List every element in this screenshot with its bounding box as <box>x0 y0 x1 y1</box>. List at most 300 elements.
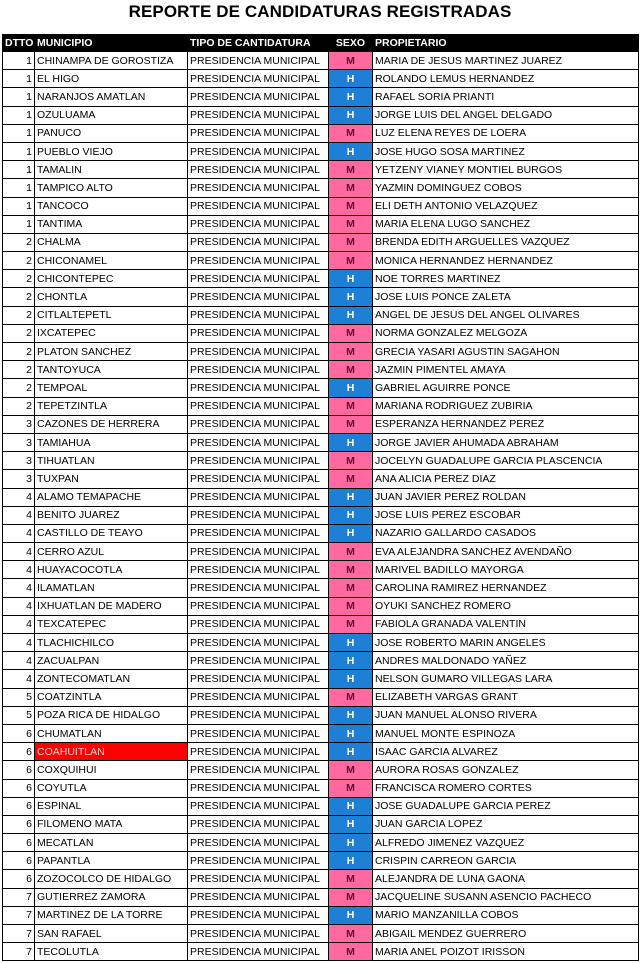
propietario-cell: CRISPIN CARREON GARCIA <box>373 852 639 870</box>
propietario-cell: JACQUELINE SUSANN ASENCIO PACHECO <box>373 888 639 906</box>
municipio-cell: TEMPOAL <box>35 379 188 397</box>
tipo-cell: PRESIDENCIA MUNICIPAL <box>188 561 329 579</box>
tipo-cell: PRESIDENCIA MUNICIPAL <box>188 797 329 815</box>
propietario-cell: OYUKI SANCHEZ ROMERO <box>373 597 639 615</box>
table-row <box>3 615 639 633</box>
sexo-badge: M <box>329 179 373 197</box>
table-row <box>3 324 639 342</box>
propietario-cell: MONICA HERNANDEZ HERNANDEZ <box>373 252 639 270</box>
propietario-cell: JOSE LUIS PEREZ ESCOBAR <box>373 506 639 524</box>
municipio-cell: PLATON SANCHEZ <box>35 343 188 361</box>
dtto-cell: 2 <box>3 379 35 397</box>
tipo-cell: PRESIDENCIA MUNICIPAL <box>188 433 329 451</box>
propietario-cell: MARIO MANZANILLA COBOS <box>373 906 639 924</box>
tipo-cell: PRESIDENCIA MUNICIPAL <box>188 724 329 742</box>
sexo-badge: H <box>329 270 373 288</box>
propietario-cell: BRENDA EDITH ARGUELLES VAZQUEZ <box>373 233 639 251</box>
tipo-cell: PRESIDENCIA MUNICIPAL <box>188 488 329 506</box>
tipo-cell: PRESIDENCIA MUNICIPAL <box>188 870 329 888</box>
dtto-cell: 5 <box>3 706 35 724</box>
municipio-cell: PAPANTLA <box>35 852 188 870</box>
tipo-cell: PRESIDENCIA MUNICIPAL <box>188 506 329 524</box>
municipio-cell: ZONTECOMATLAN <box>35 670 188 688</box>
table-row <box>3 688 639 706</box>
dtto-cell: 4 <box>3 670 35 688</box>
propietario-cell: JUAN JAVIER PEREZ ROLDAN <box>373 488 639 506</box>
sexo-badge: M <box>329 470 373 488</box>
propietario-cell: AURORA ROSAS GONZALEZ <box>373 761 639 779</box>
tipo-cell: PRESIDENCIA MUNICIPAL <box>188 233 329 251</box>
table-row <box>3 652 639 670</box>
municipio-cell: ESPINAL <box>35 797 188 815</box>
tipo-cell: PRESIDENCIA MUNICIPAL <box>188 597 329 615</box>
dtto-cell: 4 <box>3 488 35 506</box>
sexo-badge: H <box>329 379 373 397</box>
propietario-cell: NORMA GONZALEZ MELGOZA <box>373 324 639 342</box>
dtto-cell: 4 <box>3 543 35 561</box>
propietario-cell: ELIZABETH VARGAS GRANT <box>373 688 639 706</box>
sexo-badge: M <box>329 343 373 361</box>
dtto-cell: 4 <box>3 579 35 597</box>
propietario-cell: FRANCISCA ROMERO CORTES <box>373 779 639 797</box>
sexo-badge: H <box>329 70 373 88</box>
municipio-cell: IXCATEPEC <box>35 324 188 342</box>
tipo-cell: PRESIDENCIA MUNICIPAL <box>188 943 329 961</box>
table-row <box>3 452 639 470</box>
sexo-badge: H <box>329 524 373 542</box>
sexo-badge: M <box>329 215 373 233</box>
dtto-cell: 2 <box>3 397 35 415</box>
dtto-cell: 1 <box>3 124 35 142</box>
dtto-cell: 4 <box>3 634 35 652</box>
header-sexo: SEXO <box>329 35 373 52</box>
sexo-badge: H <box>329 852 373 870</box>
propietario-cell: ABIGAIL MENDEZ GUERRERO <box>373 925 639 943</box>
sexo-badge: H <box>329 743 373 761</box>
municipio-cell: NARANJOS AMATLAN <box>35 88 188 106</box>
sexo-badge: M <box>329 543 373 561</box>
propietario-cell: YAZMIN DOMINGUEZ COBOS <box>373 179 639 197</box>
table-row <box>3 706 639 724</box>
sexo-badge: M <box>329 252 373 270</box>
table-row <box>3 870 639 888</box>
sexo-badge: M <box>329 943 373 961</box>
municipio-cell: SAN RAFAEL <box>35 925 188 943</box>
table-row <box>3 906 639 924</box>
table-row <box>3 834 639 852</box>
tipo-cell: PRESIDENCIA MUNICIPAL <box>188 288 329 306</box>
table-row <box>3 124 639 142</box>
tipo-cell: PRESIDENCIA MUNICIPAL <box>188 452 329 470</box>
propietario-cell: JUAN MANUEL ALONSO RIVERA <box>373 706 639 724</box>
tipo-cell: PRESIDENCIA MUNICIPAL <box>188 615 329 633</box>
sexo-badge: H <box>329 906 373 924</box>
municipio-cell: IXHUATLAN DE MADERO <box>35 597 188 615</box>
table-row <box>3 743 639 761</box>
table-row <box>3 379 639 397</box>
municipio-cell: TANTOYUCA <box>35 361 188 379</box>
propietario-cell: YETZENY VIANEY MONTIEL BURGOS <box>373 161 639 179</box>
tipo-cell: PRESIDENCIA MUNICIPAL <box>188 197 329 215</box>
table-row <box>3 779 639 797</box>
propietario-cell: JOCELYN GUADALUPE GARCIA PLASCENCIA <box>373 452 639 470</box>
municipio-cell: TUXPAN <box>35 470 188 488</box>
municipio-cell: COYUTLA <box>35 779 188 797</box>
dtto-cell: 4 <box>3 615 35 633</box>
propietario-cell: EVA ALEJANDRA SANCHEZ AVENDAÑO <box>373 543 639 561</box>
table-row <box>3 943 639 961</box>
propietario-cell: NELSON GUMARO VILLEGAS LARA <box>373 670 639 688</box>
municipio-cell: TANTIMA <box>35 215 188 233</box>
tipo-cell: PRESIDENCIA MUNICIPAL <box>188 324 329 342</box>
dtto-cell: 6 <box>3 870 35 888</box>
propietario-cell: ESPERANZA HERNANDEZ PEREZ <box>373 415 639 433</box>
sexo-badge: M <box>329 52 373 70</box>
propietario-cell: GABRIEL AGUIRRE PONCE <box>373 379 639 397</box>
dtto-cell: 1 <box>3 142 35 160</box>
sexo-badge: M <box>329 925 373 943</box>
sexo-badge: M <box>329 615 373 633</box>
table-row <box>3 142 639 160</box>
dtto-cell: 3 <box>3 415 35 433</box>
municipio-cell: ZOZOCOLCO DE HIDALGO <box>35 870 188 888</box>
header-dtto: DTTO <box>3 35 35 52</box>
propietario-cell: MARIVEL BADILLO MAYORGA <box>373 561 639 579</box>
tipo-cell: PRESIDENCIA MUNICIPAL <box>188 670 329 688</box>
sexo-badge: H <box>329 724 373 742</box>
municipio-cell: CHUMATLAN <box>35 724 188 742</box>
municipio-cell: TECOLUTLA <box>35 943 188 961</box>
table-row <box>3 561 639 579</box>
propietario-cell: ANDRES MALDONADO YAÑEZ <box>373 652 639 670</box>
table-row <box>3 797 639 815</box>
sexo-badge: M <box>329 124 373 142</box>
header-municipio: MUNICIPIO <box>35 35 188 52</box>
dtto-cell: 2 <box>3 306 35 324</box>
propietario-cell: CAROLINA RAMIREZ HERNANDEZ <box>373 579 639 597</box>
table-row <box>3 470 639 488</box>
sexo-badge: M <box>329 197 373 215</box>
propietario-cell: RAFAEL SORIA PRIANTI <box>373 88 639 106</box>
dtto-cell: 2 <box>3 270 35 288</box>
sexo-badge: M <box>329 761 373 779</box>
table-row <box>3 270 639 288</box>
table-row <box>3 815 639 833</box>
sexo-badge: H <box>329 706 373 724</box>
propietario-cell: ALFREDO JIMENEZ VAZQUEZ <box>373 834 639 852</box>
dtto-cell: 2 <box>3 343 35 361</box>
tipo-cell: PRESIDENCIA MUNICIPAL <box>188 579 329 597</box>
tipo-cell: PRESIDENCIA MUNICIPAL <box>188 215 329 233</box>
propietario-cell: FABIOLA GRANADA VALENTIN <box>373 615 639 633</box>
table-row <box>3 288 639 306</box>
dtto-cell: 2 <box>3 288 35 306</box>
dtto-cell: 1 <box>3 106 35 124</box>
table-row <box>3 215 639 233</box>
tipo-cell: PRESIDENCIA MUNICIPAL <box>188 543 329 561</box>
dtto-cell: 2 <box>3 324 35 342</box>
municipio-cell: PUEBLO VIEJO <box>35 142 188 160</box>
table-row <box>3 524 639 542</box>
propietario-cell: ISAAC GARCIA ALVAREZ <box>373 743 639 761</box>
municipio-cell: COAHUITLAN <box>35 743 188 761</box>
dtto-cell: 2 <box>3 233 35 251</box>
tipo-cell: PRESIDENCIA MUNICIPAL <box>188 852 329 870</box>
table-row <box>3 488 639 506</box>
sexo-badge: M <box>329 361 373 379</box>
municipio-cell: FILOMENO MATA <box>35 815 188 833</box>
dtto-cell: 6 <box>3 779 35 797</box>
header-tipo: TIPO DE CANTIDATURA <box>188 35 329 52</box>
propietario-cell: JORGE JAVIER AHUMADA ABRAHAM <box>373 433 639 451</box>
municipio-cell: CHONTLA <box>35 288 188 306</box>
dtto-cell: 1 <box>3 161 35 179</box>
sexo-badge: H <box>329 815 373 833</box>
propietario-cell: JUAN GARCIA LOPEZ <box>373 815 639 833</box>
dtto-cell: 6 <box>3 834 35 852</box>
tipo-cell: PRESIDENCIA MUNICIPAL <box>188 52 329 70</box>
dtto-cell: 3 <box>3 470 35 488</box>
tipo-cell: PRESIDENCIA MUNICIPAL <box>188 70 329 88</box>
dtto-cell: 4 <box>3 652 35 670</box>
table-row <box>3 506 639 524</box>
propietario-cell: ELI DETH ANTONIO VELAZQUEZ <box>373 197 639 215</box>
sexo-badge: H <box>329 506 373 524</box>
tipo-cell: PRESIDENCIA MUNICIPAL <box>188 906 329 924</box>
table-row <box>3 179 639 197</box>
dtto-cell: 4 <box>3 524 35 542</box>
propietario-cell: NOE TORRES MARTINEZ <box>373 270 639 288</box>
header-propietario: PROPIETARIO <box>373 35 639 52</box>
table-row <box>3 161 639 179</box>
tipo-cell: PRESIDENCIA MUNICIPAL <box>188 925 329 943</box>
sexo-badge: H <box>329 670 373 688</box>
propietario-cell: MARIA DE JESUS MARTINEZ JUAREZ <box>373 52 639 70</box>
propietario-cell: ANGEL DE JESUS DEL ANGEL OLIVARES <box>373 306 639 324</box>
dtto-cell: 6 <box>3 815 35 833</box>
propietario-cell: JOSE ROBERTO MARIN ANGELES <box>373 634 639 652</box>
propietario-cell: JAZMIN PIMENTEL AMAYA <box>373 361 639 379</box>
tipo-cell: PRESIDENCIA MUNICIPAL <box>188 179 329 197</box>
propietario-cell: MANUEL MONTE ESPINOZA <box>373 724 639 742</box>
municipio-cell: TAMPICO ALTO <box>35 179 188 197</box>
municipio-cell: ZACUALPAN <box>35 652 188 670</box>
sexo-badge: M <box>329 888 373 906</box>
table-row <box>3 724 639 742</box>
table-row <box>3 343 639 361</box>
municipio-cell: CAZONES DE HERRERA <box>35 415 188 433</box>
dtto-cell: 3 <box>3 452 35 470</box>
municipio-cell: POZA RICA DE HIDALGO <box>35 706 188 724</box>
tipo-cell: PRESIDENCIA MUNICIPAL <box>188 142 329 160</box>
table-row <box>3 852 639 870</box>
dtto-cell: 1 <box>3 179 35 197</box>
table-row <box>3 397 639 415</box>
tipo-cell: PRESIDENCIA MUNICIPAL <box>188 779 329 797</box>
municipio-cell: ALAMO TEMAPACHE <box>35 488 188 506</box>
tipo-cell: PRESIDENCIA MUNICIPAL <box>188 252 329 270</box>
table-row <box>3 433 639 451</box>
sexo-badge: M <box>329 415 373 433</box>
table-row <box>3 888 639 906</box>
dtto-cell: 7 <box>3 925 35 943</box>
table-row <box>3 70 639 88</box>
municipio-cell: TAMIAHUA <box>35 433 188 451</box>
municipio-cell: BENITO JUAREZ <box>35 506 188 524</box>
municipio-cell: TEPETZINTLA <box>35 397 188 415</box>
table-row <box>3 543 639 561</box>
sexo-badge: H <box>329 433 373 451</box>
sexo-badge: H <box>329 634 373 652</box>
municipio-cell: COATZINTLA <box>35 688 188 706</box>
table-row <box>3 106 639 124</box>
tipo-cell: PRESIDENCIA MUNICIPAL <box>188 652 329 670</box>
sexo-badge: M <box>329 561 373 579</box>
tipo-cell: PRESIDENCIA MUNICIPAL <box>188 815 329 833</box>
dtto-cell: 1 <box>3 215 35 233</box>
sexo-badge: M <box>329 779 373 797</box>
tipo-cell: PRESIDENCIA MUNICIPAL <box>188 270 329 288</box>
dtto-cell: 1 <box>3 197 35 215</box>
tipo-cell: PRESIDENCIA MUNICIPAL <box>188 415 329 433</box>
propietario-cell: MARIA ELENA LUGO SANCHEZ <box>373 215 639 233</box>
tipo-cell: PRESIDENCIA MUNICIPAL <box>188 524 329 542</box>
sexo-badge: H <box>329 834 373 852</box>
propietario-cell: MARIA ANEL POIZOT IRISSON <box>373 943 639 961</box>
table-body <box>3 52 639 961</box>
municipio-cell: GUTIERREZ ZAMORA <box>35 888 188 906</box>
dtto-cell: 1 <box>3 70 35 88</box>
sexo-badge: M <box>329 688 373 706</box>
tipo-cell: PRESIDENCIA MUNICIPAL <box>188 361 329 379</box>
sexo-badge: H <box>329 797 373 815</box>
propietario-cell: NAZARIO GALLARDO CASADOS <box>373 524 639 542</box>
table-row <box>3 597 639 615</box>
sexo-badge: H <box>329 306 373 324</box>
municipio-cell: TLACHICHILCO <box>35 634 188 652</box>
tipo-cell: PRESIDENCIA MUNICIPAL <box>188 688 329 706</box>
tipo-cell: PRESIDENCIA MUNICIPAL <box>188 634 329 652</box>
tipo-cell: PRESIDENCIA MUNICIPAL <box>188 743 329 761</box>
propietario-cell: MARIANA RODRIGUEZ ZUBIRIA <box>373 397 639 415</box>
municipio-cell: CITLALTEPETL <box>35 306 188 324</box>
municipio-cell: TANCOCO <box>35 197 188 215</box>
propietario-cell: LUZ ELENA REYES DE LOERA <box>373 124 639 142</box>
dtto-cell: 1 <box>3 88 35 106</box>
municipio-cell: CERRO AZUL <box>35 543 188 561</box>
sexo-badge: H <box>329 142 373 160</box>
municipio-cell: MECATLAN <box>35 834 188 852</box>
municipio-cell: MARTINEZ DE LA TORRE <box>35 906 188 924</box>
dtto-cell: 5 <box>3 688 35 706</box>
dtto-cell: 7 <box>3 943 35 961</box>
municipio-cell: CHICONTEPEC <box>35 270 188 288</box>
municipio-cell: ILAMATLAN <box>35 579 188 597</box>
sexo-badge: M <box>329 161 373 179</box>
sexo-badge: M <box>329 233 373 251</box>
municipio-cell: TAMALIN <box>35 161 188 179</box>
table-row <box>3 361 639 379</box>
propietario-cell: GRECIA YASARI AGUSTIN SAGAHON <box>373 343 639 361</box>
table-row <box>3 197 639 215</box>
municipio-cell: TIHUATLAN <box>35 452 188 470</box>
dtto-cell: 4 <box>3 506 35 524</box>
dtto-cell: 6 <box>3 797 35 815</box>
table-row <box>3 415 639 433</box>
sexo-badge: M <box>329 870 373 888</box>
tipo-cell: PRESIDENCIA MUNICIPAL <box>188 106 329 124</box>
dtto-cell: 6 <box>3 761 35 779</box>
dtto-cell: 7 <box>3 906 35 924</box>
tipo-cell: PRESIDENCIA MUNICIPAL <box>188 124 329 142</box>
table-row <box>3 670 639 688</box>
dtto-cell: 2 <box>3 361 35 379</box>
sexo-badge: H <box>329 488 373 506</box>
tipo-cell: PRESIDENCIA MUNICIPAL <box>188 343 329 361</box>
propietario-cell: JOSE LUIS PONCE ZALETA <box>373 288 639 306</box>
propietario-cell: JOSE GUADALUPE GARCIA PEREZ <box>373 797 639 815</box>
municipio-cell: OZULUAMA <box>35 106 188 124</box>
municipio-cell: EL HIGO <box>35 70 188 88</box>
table-row <box>3 306 639 324</box>
report-title: REPORTE DE CANDIDATURAS REGISTRADAS <box>128 2 512 21</box>
municipio-cell: CHICONAMEL <box>35 252 188 270</box>
table-row <box>3 88 639 106</box>
tipo-cell: PRESIDENCIA MUNICIPAL <box>188 834 329 852</box>
propietario-cell: ROLANDO LEMUS HERNANDEZ <box>373 70 639 88</box>
tipo-cell: PRESIDENCIA MUNICIPAL <box>188 306 329 324</box>
sexo-badge: H <box>329 288 373 306</box>
sexo-badge: H <box>329 106 373 124</box>
propietario-cell: JORGE LUIS DEL ANGEL DELGADO <box>373 106 639 124</box>
dtto-cell: 6 <box>3 724 35 742</box>
header-row <box>3 35 639 52</box>
sexo-badge: M <box>329 397 373 415</box>
municipio-cell: CASTILLO DE TEAYO <box>35 524 188 542</box>
municipio-cell: TEXCATEPEC <box>35 615 188 633</box>
dtto-cell: 6 <box>3 852 35 870</box>
tipo-cell: PRESIDENCIA MUNICIPAL <box>188 161 329 179</box>
candidates-table <box>2 34 639 961</box>
propietario-cell: ALEJANDRA DE LUNA GAONA <box>373 870 639 888</box>
table-row <box>3 233 639 251</box>
table-row <box>3 634 639 652</box>
tipo-cell: PRESIDENCIA MUNICIPAL <box>188 379 329 397</box>
dtto-cell: 4 <box>3 561 35 579</box>
dtto-cell: 7 <box>3 888 35 906</box>
table-row <box>3 925 639 943</box>
dtto-cell: 3 <box>3 433 35 451</box>
tipo-cell: PRESIDENCIA MUNICIPAL <box>188 706 329 724</box>
dtto-cell: 2 <box>3 252 35 270</box>
municipio-cell: CHINAMPA DE GOROSTIZA <box>35 52 188 70</box>
table-row <box>3 579 639 597</box>
sexo-badge: M <box>329 452 373 470</box>
tipo-cell: PRESIDENCIA MUNICIPAL <box>188 761 329 779</box>
dtto-cell: 4 <box>3 597 35 615</box>
sexo-badge: M <box>329 597 373 615</box>
municipio-cell: COXQUIHUI <box>35 761 188 779</box>
table-row <box>3 52 639 70</box>
sexo-badge: H <box>329 88 373 106</box>
table-row <box>3 252 639 270</box>
sexo-badge: H <box>329 652 373 670</box>
tipo-cell: PRESIDENCIA MUNICIPAL <box>188 88 329 106</box>
municipio-cell: PANUCO <box>35 124 188 142</box>
dtto-cell: 6 <box>3 743 35 761</box>
propietario-cell: JOSE HUGO SOSA MARTINEZ <box>373 142 639 160</box>
sexo-badge: M <box>329 324 373 342</box>
